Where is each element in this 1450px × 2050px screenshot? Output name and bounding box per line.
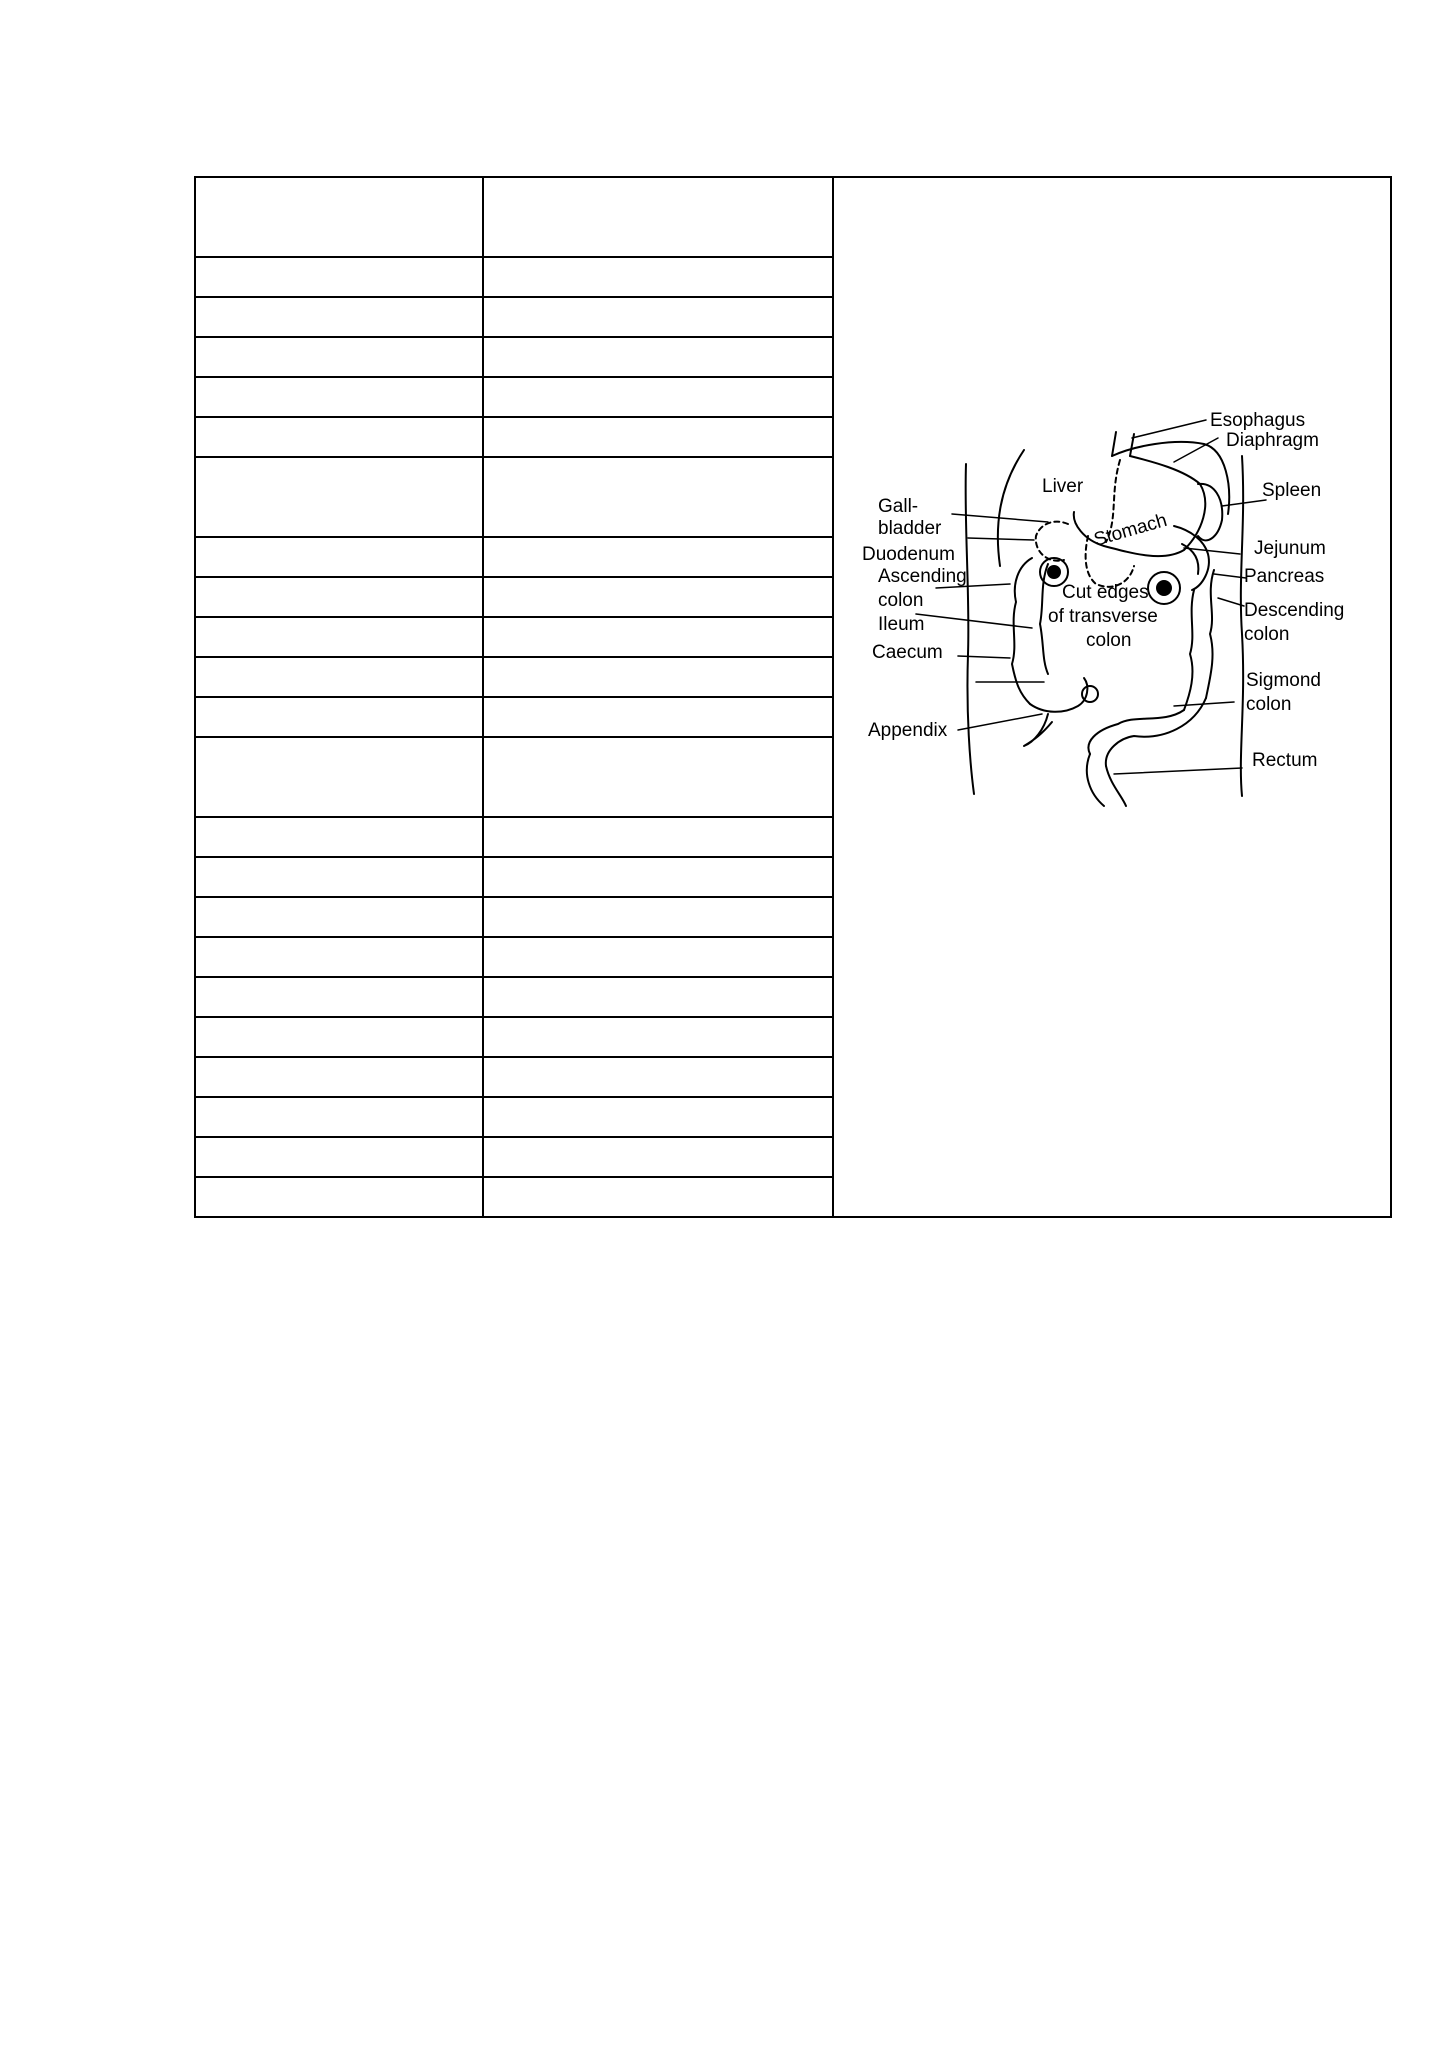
blank-cell[interactable]	[195, 657, 483, 697]
blank-cell[interactable]	[483, 257, 833, 297]
blank-cell[interactable]	[195, 857, 483, 897]
blank-cell[interactable]	[483, 1137, 833, 1177]
blank-cell[interactable]	[195, 577, 483, 617]
diagram-cell	[833, 177, 1391, 1217]
label-sigmoid-2: colon	[1246, 694, 1292, 715]
label-gallbladder-1: Gall-	[878, 496, 919, 517]
label-cut-3: colon	[1086, 630, 1132, 651]
blank-cell[interactable]	[483, 897, 833, 937]
label-descending-2: colon	[1244, 624, 1290, 645]
blank-cell[interactable]	[483, 737, 833, 817]
blank-cell[interactable]	[483, 617, 833, 657]
label-spleen: Spleen	[1262, 480, 1322, 501]
blank-cell[interactable]	[195, 457, 483, 537]
label-ileum: Ileum	[878, 614, 925, 635]
blank-cell[interactable]	[483, 857, 833, 897]
blank-cell[interactable]	[195, 697, 483, 737]
label-jejunum: Jejunum	[1254, 538, 1326, 559]
label-pancreas: Pancreas	[1244, 566, 1325, 587]
label-caecum: Caecum	[872, 642, 943, 663]
blank-cell[interactable]	[483, 577, 833, 617]
blank-cell[interactable]	[483, 977, 833, 1017]
blank-cell[interactable]	[195, 297, 483, 337]
blank-cell[interactable]	[483, 1097, 833, 1137]
blank-cell[interactable]	[195, 377, 483, 417]
blank-cell[interactable]	[195, 257, 483, 297]
label-esophagus: Esophagus	[1210, 410, 1306, 431]
blank-cell[interactable]	[195, 177, 483, 257]
blank-cell[interactable]	[483, 337, 833, 377]
blank-cell[interactable]	[483, 457, 833, 537]
label-descending-1: Descending	[1244, 600, 1345, 621]
label-appendix: Appendix	[868, 720, 948, 741]
label-cut-2: of transverse	[1048, 606, 1158, 627]
label-gallbladder-2: bladder	[878, 518, 942, 539]
table-row	[195, 177, 1391, 257]
blank-cell[interactable]	[195, 737, 483, 817]
blank-cell[interactable]	[483, 177, 833, 257]
label-ascending-2: colon	[878, 590, 924, 611]
label-stomach: Stomach	[1091, 509, 1170, 551]
blank-cell[interactable]	[195, 1177, 483, 1217]
label-diaphragm: Diaphragm	[1226, 430, 1319, 451]
blank-cell[interactable]	[483, 657, 833, 697]
blank-cell[interactable]	[195, 417, 483, 457]
label-duodenum: Duodenum	[862, 544, 955, 565]
blank-cell[interactable]	[483, 417, 833, 457]
blank-cell[interactable]	[483, 937, 833, 977]
label-cut-1: Cut edges	[1062, 582, 1149, 603]
blank-cell[interactable]	[195, 977, 483, 1017]
blank-cell[interactable]	[483, 377, 833, 417]
blank-cell[interactable]	[483, 1017, 833, 1057]
digestive-system-diagram	[834, 194, 1390, 1200]
blank-cell[interactable]	[195, 817, 483, 857]
label-sigmoid-1: Sigmond	[1246, 670, 1321, 691]
label-rectum: Rectum	[1252, 750, 1318, 771]
blank-cell[interactable]	[195, 1017, 483, 1057]
diagram-labels	[862, 410, 1344, 771]
blank-cell[interactable]	[483, 1177, 833, 1217]
blank-cell[interactable]	[195, 537, 483, 577]
blank-cell[interactable]	[483, 297, 833, 337]
blank-cell[interactable]	[483, 817, 833, 857]
blank-cell[interactable]	[483, 537, 833, 577]
blank-cell[interactable]	[195, 1137, 483, 1177]
blank-cell[interactable]	[195, 937, 483, 977]
label-ascending-1: Ascending	[878, 566, 967, 587]
label-liver: Liver	[1042, 476, 1084, 497]
blank-cell[interactable]	[195, 617, 483, 657]
worksheet-table	[194, 176, 1392, 1218]
blank-cell[interactable]	[195, 1057, 483, 1097]
blank-cell[interactable]	[483, 697, 833, 737]
blank-cell[interactable]	[195, 1097, 483, 1137]
blank-cell[interactable]	[195, 337, 483, 377]
blank-cell[interactable]	[195, 897, 483, 937]
blank-cell[interactable]	[483, 1057, 833, 1097]
